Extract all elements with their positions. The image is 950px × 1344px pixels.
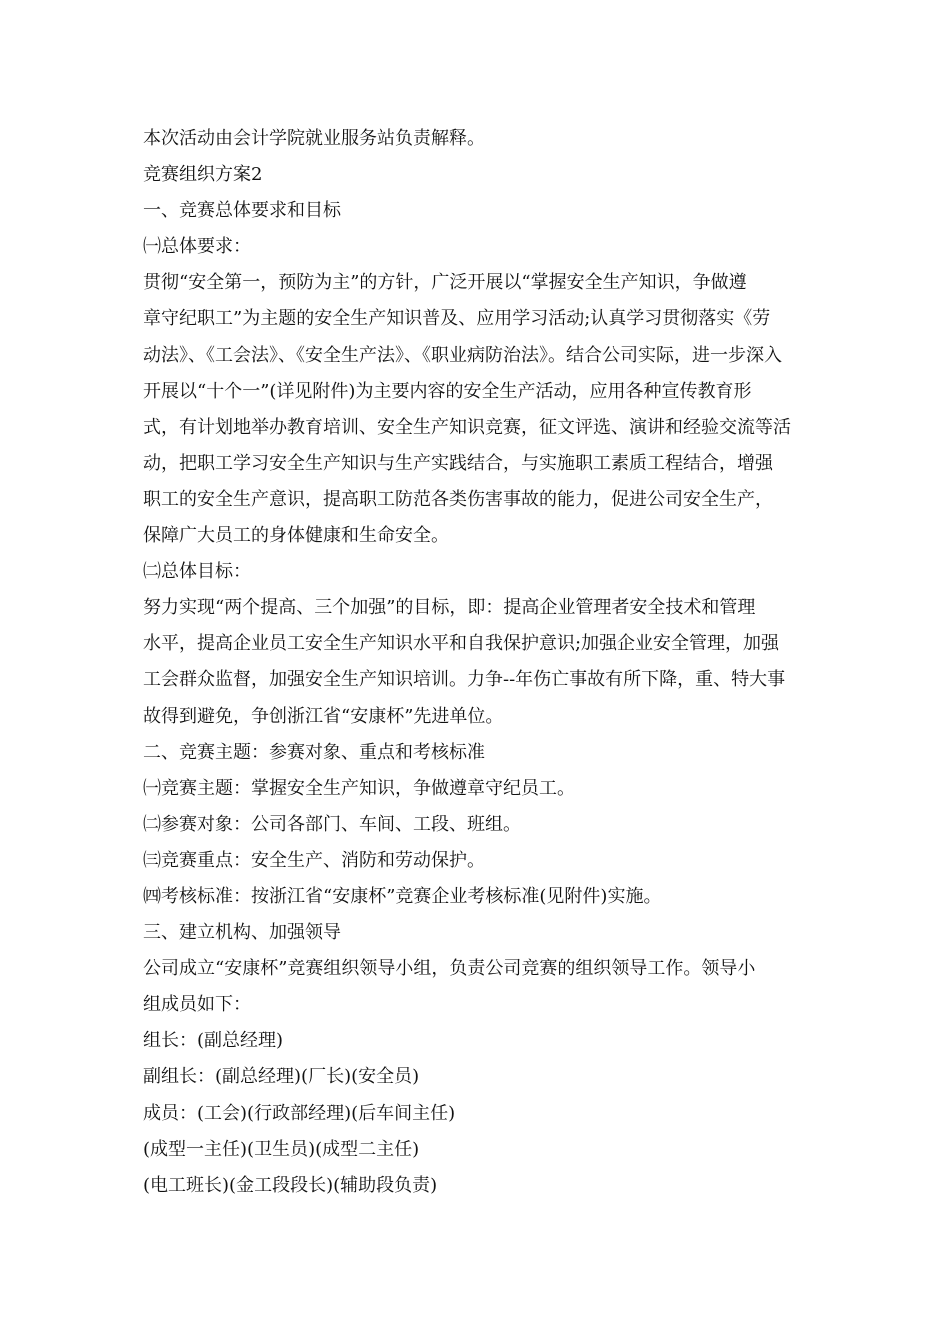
document-body — [143, 121, 813, 1204]
list-item: ㈠竞赛主题：掌握安全生产知识，争做遵章守纪员工。 — [143, 777, 575, 799]
paragraph-line: 组成员如下： — [143, 994, 251, 1016]
paragraph-line: 动法》、《工会法》、《安全生产法》、《职业病防治法》。结合公司实际，进一步深入 — [143, 344, 782, 366]
member-line: 副组长：(副总经理)(厂长)(安全员) — [143, 1066, 420, 1088]
member-line: 组长：(副总经理) — [143, 1030, 284, 1052]
paragraph-line: 水平，提高企业员工安全生产知识水平和自我保护意识;加强企业安全管理，加强 — [143, 633, 780, 655]
section-heading: 一、竞赛总体要求和目标 — [143, 200, 341, 222]
list-item: ㈡参赛对象：公司各部门、车间、工段、班组。 — [143, 813, 521, 835]
section-heading: 竞赛组织方案2 — [143, 164, 263, 186]
paragraph-line: 公司成立“安康杯”竞赛组织领导小组，负责公司竞赛的组织领导工作。领导小 — [143, 958, 756, 980]
paragraph-line: 工会群众监督，加强安全生产知识培训。力争--年伤亡事故有所下降，重、特大事 — [143, 669, 786, 691]
list-item: ㈢竞赛重点：安全生产、消防和劳动保护。 — [143, 849, 485, 871]
member-line: (成型一主任)(卫生员)(成型二主任) — [143, 1138, 420, 1160]
paragraph-line: 开展以“十个一”(详见附件)为主要内容的安全生产活动，应用各种宣传教育形 — [143, 380, 752, 402]
paragraph-line: 贯彻“安全第一，预防为主”的方针，广泛开展以“掌握安全生产知识，争做遵 — [143, 272, 747, 294]
member-line: 成员：(工会)(行政部经理)(后车间主任) — [143, 1102, 456, 1124]
paragraph-line: 式，有计划地举办教育培训、安全生产知识竞赛，征文评选、演讲和经验交流等活 — [143, 416, 791, 438]
section-heading: 三、建立机构、加强领导 — [143, 922, 341, 944]
subsection-heading: ㈠总体要求： — [143, 236, 251, 258]
text-line: 本次活动由会计学院就业服务站负责解释。 — [143, 128, 485, 149]
list-item: ㈣考核标准：按浙江省“安康杯”竞赛企业考核标准(见附件)实施。 — [143, 885, 662, 907]
member-line: (电工班长)(金工段段长)(辅助段负责) — [143, 1174, 438, 1196]
paragraph-line: 章守纪职工”为主题的安全生产知识普及、应用学习活动;认真学习贯彻落实《劳 — [143, 308, 771, 330]
paragraph-line: 保障广大员工的身体健康和生命安全。 — [143, 525, 449, 547]
paragraph-line: 努力实现“两个提高、三个加强”的目标，即：提高企业管理者安全技术和管理 — [143, 597, 756, 619]
paragraph-line: 动，把职工学习安全生产知识与生产实践结合，与实施职工素质工程结合，增强 — [143, 452, 773, 474]
paragraph-line: 故得到避免，争创浙江省“安康杯”先进单位。 — [143, 705, 504, 727]
section-heading: 二、竞赛主题：参赛对象、重点和考核标准 — [143, 741, 485, 763]
subsection-heading: ㈡总体目标： — [143, 561, 251, 583]
paragraph-line: 职工的安全生产意识，提高职工防范各类伤害事故的能力，促进公司安全生产， — [143, 488, 773, 510]
